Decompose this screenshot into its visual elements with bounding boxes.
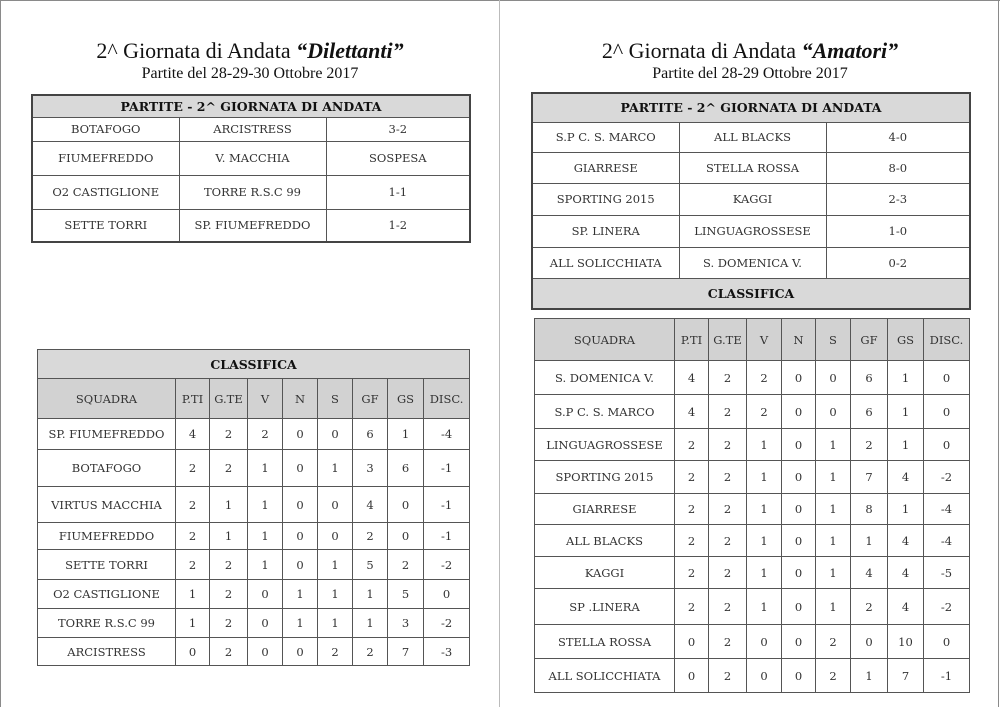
match-home: SETTE TORRI (32, 209, 179, 242)
page-border-left (0, 0, 1, 707)
stat-cell: 1 (888, 361, 924, 395)
stat-cell: 8 (851, 494, 888, 525)
stat-cell: 2 (709, 659, 747, 693)
team-name: VIRTUS MACCHIA (38, 487, 176, 523)
standings-row (535, 395, 970, 429)
team-name: LINGUAGROSSESE (535, 429, 675, 461)
stat-cell: 0 (782, 494, 816, 525)
left-standings-header: CLASSIFICA (38, 350, 470, 379)
standings-row (38, 450, 470, 487)
right-title-block (500, 38, 1000, 84)
right-title-main: 2^ Giornata di Andata (601, 38, 802, 63)
match-row (532, 122, 970, 152)
stat-cell: 5 (353, 550, 388, 580)
team-name: SP .LINERA (535, 589, 675, 625)
column-header: DISC. (424, 379, 470, 419)
stat-cell: 2 (210, 450, 248, 487)
stat-cell: 4 (851, 557, 888, 589)
stat-cell: -1 (424, 450, 470, 487)
match-result: 8-0 (826, 152, 970, 183)
stat-cell: 1 (283, 609, 318, 638)
standings-row (38, 523, 470, 550)
stat-cell: 0 (248, 580, 283, 609)
standings-row (535, 525, 970, 557)
team-name: SP. FIUMEFREDDO (38, 419, 176, 450)
column-header: N (283, 379, 318, 419)
page-border-top (0, 0, 1000, 1)
match-away: LINGUAGROSSESE (679, 215, 826, 247)
team-name: BOTAFOGO (38, 450, 176, 487)
stat-cell: 1 (816, 494, 851, 525)
stat-cell: 3 (388, 609, 424, 638)
stat-cell: 0 (283, 450, 318, 487)
stat-cell: 0 (248, 638, 283, 666)
match-home: ALL SOLICCHIATA (532, 247, 679, 278)
stat-cell: 2 (353, 638, 388, 666)
standings-row (535, 557, 970, 589)
column-header: GF (851, 319, 888, 361)
stat-cell: 4 (353, 487, 388, 523)
stat-cell: 1 (888, 395, 924, 429)
column-header: S (816, 319, 851, 361)
column-header: G.TE (210, 379, 248, 419)
stat-cell: 4 (888, 525, 924, 557)
stat-cell: 0 (782, 361, 816, 395)
stat-cell: 1 (816, 461, 851, 494)
match-away: STELLA ROSSA (679, 152, 826, 183)
team-name: ARCISTRESS (38, 638, 176, 666)
stat-cell: 2 (675, 525, 709, 557)
match-result: 4-0 (826, 122, 970, 152)
match-result: 3-2 (326, 117, 470, 141)
team-name: SETTE TORRI (38, 550, 176, 580)
stat-cell: 0 (283, 638, 318, 666)
column-header: N (782, 319, 816, 361)
stat-cell: 2 (709, 429, 747, 461)
stat-cell: 0 (388, 523, 424, 550)
stat-cell: 0 (283, 419, 318, 450)
standings-row (38, 609, 470, 638)
column-header: GS (888, 319, 924, 361)
stat-cell: 10 (888, 625, 924, 659)
standings-row (38, 419, 470, 450)
left-title-category: “Dilettanti” (296, 38, 404, 63)
standings-row (38, 580, 470, 609)
stat-cell: 2 (176, 450, 210, 487)
stat-cell: -5 (924, 557, 970, 589)
stat-cell: -3 (424, 638, 470, 666)
stat-cell: 1 (816, 557, 851, 589)
stat-cell: 1 (816, 525, 851, 557)
team-name: S. DOMENICA V. (535, 361, 675, 395)
stat-cell: 2 (675, 557, 709, 589)
stat-cell: 2 (248, 419, 283, 450)
stat-cell: 1 (816, 589, 851, 625)
stat-cell: 2 (816, 625, 851, 659)
standings-row (38, 487, 470, 523)
match-home: SP. LINERA (532, 215, 679, 247)
page-border-right (998, 0, 999, 707)
match-away: SP. FIUMEFREDDO (179, 209, 326, 242)
column-header: SQUADRA (38, 379, 176, 419)
stat-cell: 2 (851, 589, 888, 625)
stat-cell: 0 (816, 361, 851, 395)
stat-cell: 2 (176, 487, 210, 523)
stat-cell: 2 (709, 557, 747, 589)
stat-cell: 1 (888, 429, 924, 461)
stat-cell: 0 (924, 361, 970, 395)
match-result: 1-0 (826, 215, 970, 247)
column-header: P.TI (176, 379, 210, 419)
stat-cell: 0 (782, 659, 816, 693)
team-name: TORRE R.S.C 99 (38, 609, 176, 638)
stat-cell: -1 (924, 659, 970, 693)
right-matches-header: PARTITE - 2^ GIORNATA DI ANDATA (532, 93, 970, 122)
left-page-subtitle: Partite del 28-29-30 Ottobre 2017 (141, 65, 359, 82)
stat-cell: 1 (210, 487, 248, 523)
stat-cell: 2 (709, 525, 747, 557)
stat-cell: 2 (675, 589, 709, 625)
stat-cell: 7 (851, 461, 888, 494)
stat-cell: 2 (816, 659, 851, 693)
stat-cell: 2 (675, 429, 709, 461)
right-matches-table (531, 92, 971, 310)
stat-cell: -4 (924, 494, 970, 525)
match-home: S.P C. S. MARCO (532, 122, 679, 152)
stat-cell: 1 (353, 609, 388, 638)
stat-cell: 2 (709, 494, 747, 525)
standings-row (535, 625, 970, 659)
standings-row (535, 494, 970, 525)
stat-cell: 0 (747, 659, 782, 693)
page-center-divider (499, 0, 500, 707)
stat-cell: 0 (924, 625, 970, 659)
match-home: FIUMEFREDDO (32, 141, 179, 175)
stat-cell: 1 (747, 429, 782, 461)
match-home: GIARRESE (532, 152, 679, 183)
stat-cell: 1 (888, 494, 924, 525)
standings-row (535, 659, 970, 693)
column-header: GF (353, 379, 388, 419)
stat-cell: 0 (283, 487, 318, 523)
column-header: P.TI (675, 319, 709, 361)
match-result: 1-2 (326, 209, 470, 242)
match-home: SPORTING 2015 (532, 183, 679, 215)
team-name: S.P C. S. MARCO (535, 395, 675, 429)
stat-cell: 1 (851, 525, 888, 557)
stat-cell: 2 (709, 361, 747, 395)
stat-cell: 4 (675, 395, 709, 429)
standings-row (38, 550, 470, 580)
stat-cell: -2 (424, 609, 470, 638)
stat-cell: 1 (248, 450, 283, 487)
right-title-category: “Amatori” (801, 38, 899, 63)
stat-cell: 6 (353, 419, 388, 450)
stat-cell: 3 (353, 450, 388, 487)
match-result: 2-3 (826, 183, 970, 215)
stat-cell: 0 (924, 429, 970, 461)
stat-cell: 1 (318, 550, 353, 580)
stat-cell: 4 (888, 461, 924, 494)
match-row (32, 141, 470, 175)
column-header: DISC. (924, 319, 970, 361)
stat-cell: 0 (318, 523, 353, 550)
stat-cell: 2 (210, 550, 248, 580)
match-away: KAGGI (679, 183, 826, 215)
stat-cell: 2 (709, 395, 747, 429)
stat-cell: 4 (888, 557, 924, 589)
stat-cell: 6 (388, 450, 424, 487)
stat-cell: 1 (747, 589, 782, 625)
standings-row (535, 461, 970, 494)
match-row (32, 175, 470, 209)
match-away: V. MACCHIA (179, 141, 326, 175)
stat-cell: 0 (675, 659, 709, 693)
stat-cell: 0 (318, 487, 353, 523)
stat-cell: 0 (388, 487, 424, 523)
stat-cell: 7 (888, 659, 924, 693)
stat-cell: 0 (424, 580, 470, 609)
stat-cell: 0 (924, 395, 970, 429)
match-result: 0-2 (826, 247, 970, 278)
match-away: TORRE R.S.C 99 (179, 175, 326, 209)
standings-row (535, 361, 970, 395)
match-home: O2 CASTIGLIONE (32, 175, 179, 209)
column-header: GS (388, 379, 424, 419)
stat-cell: 1 (747, 494, 782, 525)
team-name: FIUMEFREDDO (38, 523, 176, 550)
match-row (32, 209, 470, 242)
team-name: SPORTING 2015 (535, 461, 675, 494)
stat-cell: -2 (924, 589, 970, 625)
stat-cell: 1 (248, 487, 283, 523)
stat-cell: 2 (675, 494, 709, 525)
stat-cell: 1 (747, 557, 782, 589)
stat-cell: 0 (782, 461, 816, 494)
match-result: 1-1 (326, 175, 470, 209)
stat-cell: 1 (210, 523, 248, 550)
stat-cell: 1 (747, 461, 782, 494)
match-result: SOSPESA (326, 141, 470, 175)
stat-cell: 2 (388, 550, 424, 580)
column-header: G.TE (709, 319, 747, 361)
left-standings-table (37, 349, 470, 666)
right-page-title (500, 38, 1000, 64)
standings-column-header-row (535, 319, 970, 361)
standings-row (535, 589, 970, 625)
match-row (532, 247, 970, 278)
stat-cell: -1 (424, 487, 470, 523)
stat-cell: 2 (210, 638, 248, 666)
stat-cell: 0 (176, 638, 210, 666)
stat-cell: 0 (816, 395, 851, 429)
stat-cell: 0 (851, 625, 888, 659)
stat-cell: 0 (248, 609, 283, 638)
stat-cell: 1 (353, 580, 388, 609)
right-page-subtitle: Partite del 28-29 Ottobre 2017 (652, 65, 848, 82)
stat-cell: 0 (782, 395, 816, 429)
stat-cell: 2 (675, 461, 709, 494)
right-standings-header: CLASSIFICA (532, 278, 970, 309)
stat-cell: 2 (176, 523, 210, 550)
stat-cell: 0 (283, 550, 318, 580)
stat-cell: 7 (388, 638, 424, 666)
left-title-block (0, 38, 500, 84)
stat-cell: 2 (210, 419, 248, 450)
stat-cell: 1 (176, 580, 210, 609)
stat-cell: -4 (924, 525, 970, 557)
match-row (532, 152, 970, 183)
column-header: V (747, 319, 782, 361)
stat-cell: 2 (709, 461, 747, 494)
stat-cell: 6 (851, 361, 888, 395)
stat-cell: -2 (424, 550, 470, 580)
team-name: GIARRESE (535, 494, 675, 525)
stat-cell: 4 (176, 419, 210, 450)
team-name: STELLA ROSSA (535, 625, 675, 659)
stat-cell: 1 (176, 609, 210, 638)
standings-column-header-row (38, 379, 470, 419)
stat-cell: -4 (424, 419, 470, 450)
match-row (32, 117, 470, 141)
column-header: S (318, 379, 353, 419)
stat-cell: -1 (424, 523, 470, 550)
stat-cell: 0 (782, 525, 816, 557)
stat-cell: 0 (782, 429, 816, 461)
stat-cell: 0 (747, 625, 782, 659)
column-header: SQUADRA (535, 319, 675, 361)
stat-cell: -2 (924, 461, 970, 494)
stat-cell: 2 (176, 550, 210, 580)
team-name: O2 CASTIGLIONE (38, 580, 176, 609)
team-name: KAGGI (535, 557, 675, 589)
stat-cell: 1 (318, 609, 353, 638)
stat-cell: 2 (709, 589, 747, 625)
stat-cell: 2 (210, 609, 248, 638)
match-row (532, 215, 970, 247)
left-page-title (0, 38, 500, 64)
stat-cell: 2 (318, 638, 353, 666)
stat-cell: 1 (851, 659, 888, 693)
team-name: ALL BLACKS (535, 525, 675, 557)
stat-cell: 0 (283, 523, 318, 550)
match-home: BOTAFOGO (32, 117, 179, 141)
stat-cell: 2 (747, 395, 782, 429)
stat-cell: 1 (248, 523, 283, 550)
stat-cell: 2 (210, 580, 248, 609)
match-away: S. DOMENICA V. (679, 247, 826, 278)
stat-cell: 4 (675, 361, 709, 395)
stat-cell: 5 (388, 580, 424, 609)
stat-cell: 1 (388, 419, 424, 450)
team-name: ALL SOLICCHIATA (535, 659, 675, 693)
stat-cell: 0 (675, 625, 709, 659)
standings-row (38, 638, 470, 666)
stat-cell: 0 (782, 557, 816, 589)
stat-cell: 2 (851, 429, 888, 461)
column-header: V (248, 379, 283, 419)
standings-row (535, 429, 970, 461)
stat-cell: 0 (782, 625, 816, 659)
left-title-main: 2^ Giornata di Andata (96, 38, 297, 63)
stat-cell: 0 (318, 419, 353, 450)
stat-cell: 2 (709, 625, 747, 659)
stat-cell: 1 (816, 429, 851, 461)
stat-cell: 1 (318, 580, 353, 609)
left-matches-table (31, 94, 471, 243)
stat-cell: 1 (318, 450, 353, 487)
right-standings-table (534, 318, 970, 693)
match-row (532, 183, 970, 215)
stat-cell: 0 (782, 589, 816, 625)
stat-cell: 2 (353, 523, 388, 550)
match-away: ALL BLACKS (679, 122, 826, 152)
stat-cell: 6 (851, 395, 888, 429)
match-away: ARCISTRESS (179, 117, 326, 141)
stat-cell: 1 (747, 525, 782, 557)
left-matches-header: PARTITE - 2^ GIORNATA DI ANDATA (32, 95, 470, 117)
stat-cell: 2 (747, 361, 782, 395)
stat-cell: 4 (888, 589, 924, 625)
stat-cell: 1 (248, 550, 283, 580)
stat-cell: 1 (283, 580, 318, 609)
